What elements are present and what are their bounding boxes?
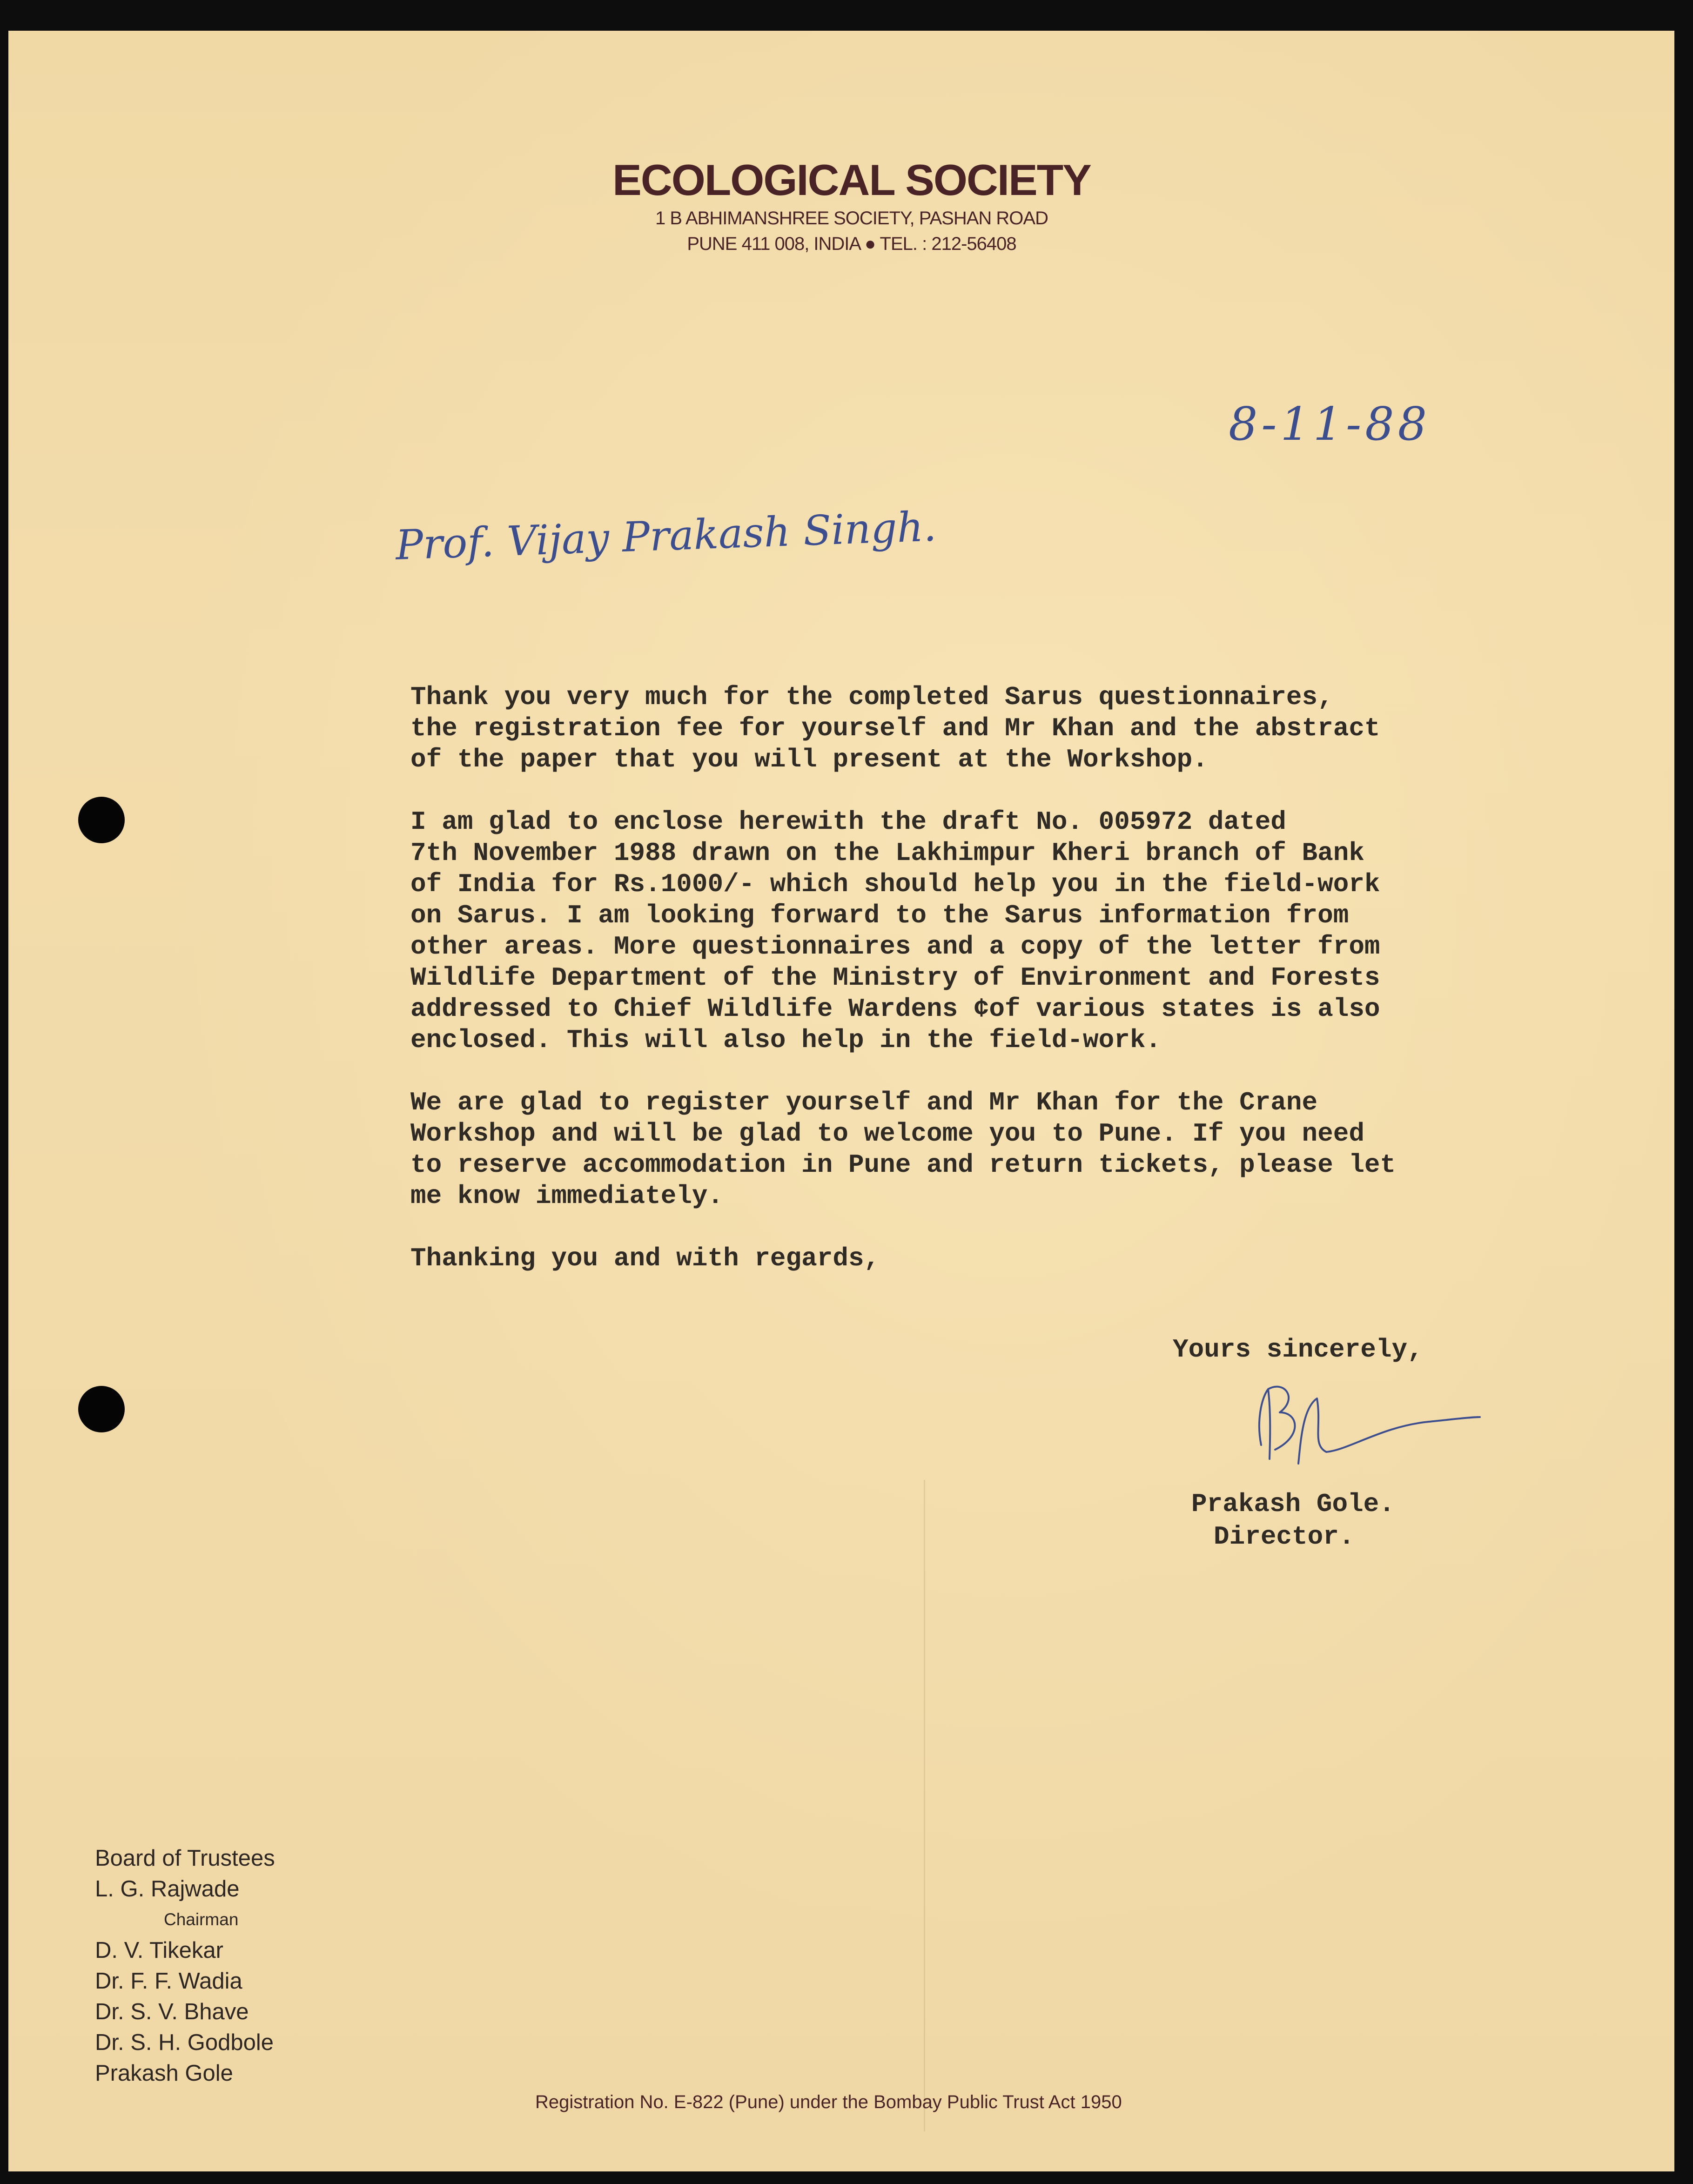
registration-footer: Registration No. E-822 (Pune) under the Bombay Public Trust Act 1950 — [535, 2092, 1122, 2112]
trustee-name: Dr. F. F. Wadia — [95, 1969, 242, 1994]
handwritten-date: 8-11-88 — [1229, 398, 1431, 451]
letterhead-contact: PUNE 411 008, INDIA ● TEL. : 212-56408 — [687, 234, 1016, 254]
body-paragraph-2: I am glad to enclose herewith the draft No. 005972 dated 7th November 1988 drawn on the Lakhimpur Kheri branch of Bank of India for Rs.1000/- which should help you in the field-work on Sarus. I am looking forward to the Sarus information from other areas. More questionnaires and a copy of the letter from Wildlife Department of the Ministry of Environment and Forests addressed to Chief Wildlife Wardens ¢of various states is also enclosed. This will also help in the field-work. — [410, 807, 1380, 1055]
trustee-name: Prakash Gole — [95, 2061, 233, 2086]
signatory-name: Prakash Gole. — [1191, 1489, 1395, 1519]
trustee-role: Chairman — [164, 1910, 239, 1929]
handwritten-addressee: Prof. Vijay Prakash Singh. — [395, 502, 937, 569]
closing-salutation: Yours sincerely, — [1173, 1335, 1423, 1364]
body-paragraph-4: Thanking you and with regards, — [410, 1243, 880, 1273]
organization-name: ECOLOGICAL SOCIETY — [612, 155, 1091, 204]
trustee-name: Dr. S. V. Bhave — [95, 1999, 249, 2024]
letterhead — [503, 155, 1201, 257]
trustee-name: D. V. Tikekar — [95, 1938, 223, 1963]
punch-hole-lower — [78, 1386, 125, 1432]
trustees-heading: Board of Trustees — [95, 1846, 275, 1871]
punch-hole-upper — [78, 797, 125, 843]
body-paragraph-3: We are glad to register yourself and Mr Khan for the Crane Workshop and will be glad to welcome you to Pune. If you need to reserve accommodation in Pune and return tickets, please let me know immediately. — [410, 1088, 1396, 1211]
signature-stroke — [1259, 1387, 1480, 1464]
letterhead-address: 1 B ABHIMANSHREE SOCIETY, PASHAN ROAD — [655, 208, 1048, 228]
body-paragraph-1: Thank you very much for the completed Sarus questionnaires, the registration fee for yourself and Mr Khan and the abstract of the paper that you will present at the Workshop. — [410, 682, 1380, 774]
signature — [1243, 1371, 1485, 1478]
board-of-trustees — [95, 1843, 275, 2089]
trustee-name: Dr. S. H. Godbole — [95, 2030, 274, 2055]
trustee-name: L. G. Rajwade — [95, 1876, 240, 1902]
paper-fold-crease — [924, 1480, 925, 2131]
letter-body — [410, 682, 1602, 1305]
signatory-title: Director. — [1214, 1522, 1355, 1552]
